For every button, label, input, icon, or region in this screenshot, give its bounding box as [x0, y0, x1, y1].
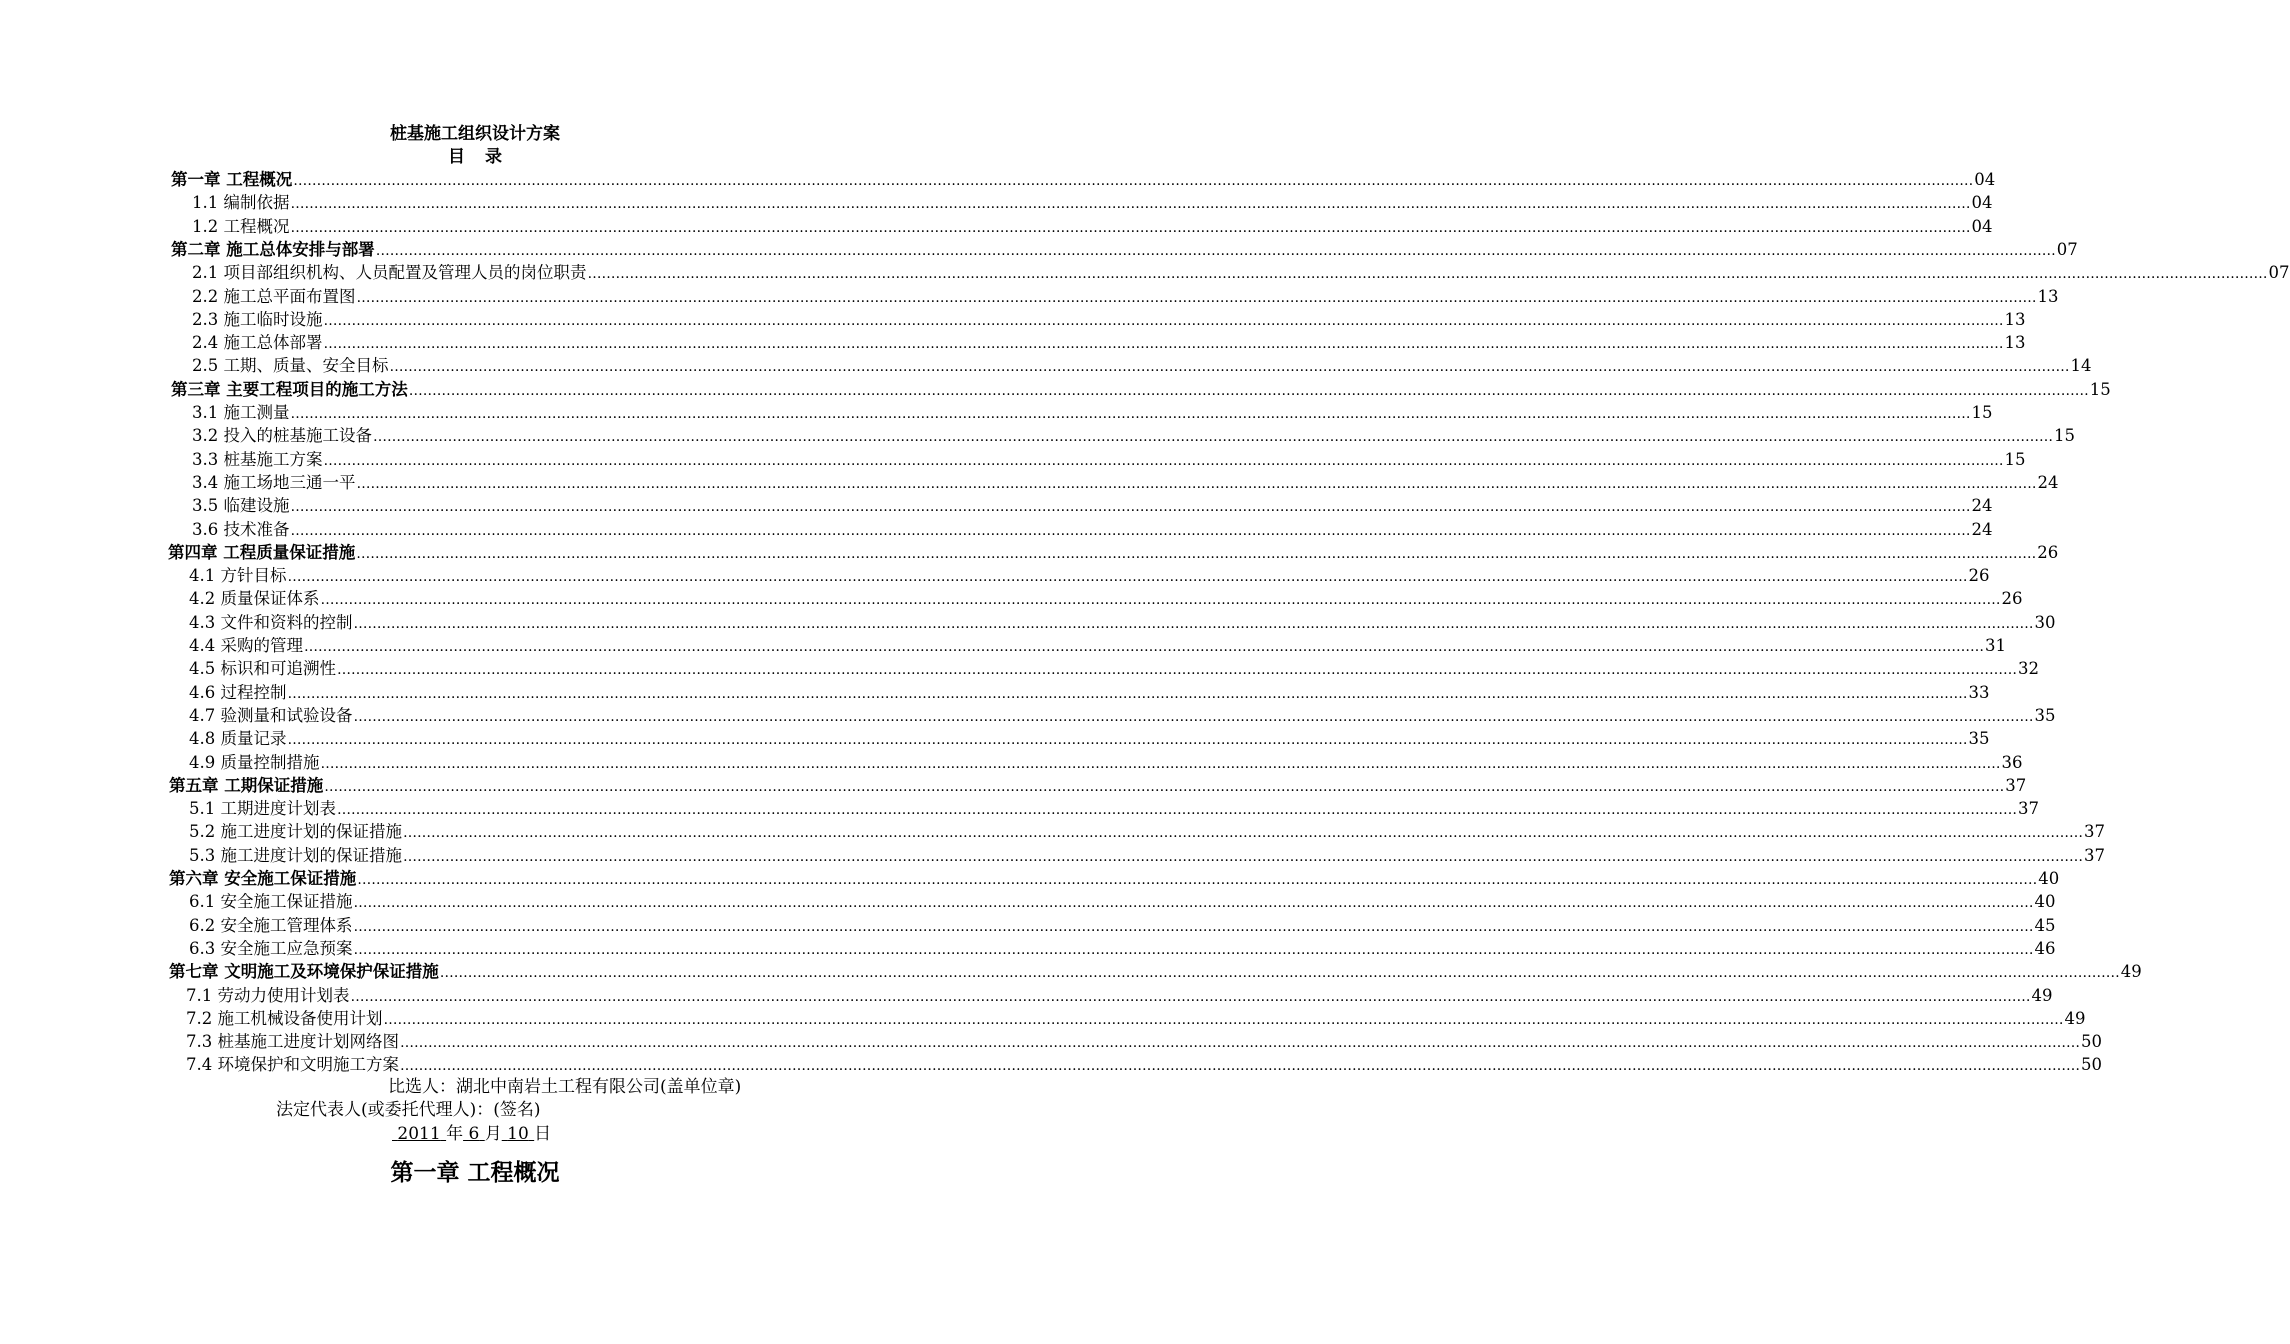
toc-chapter-row	[169, 867, 2060, 890]
toc-dot-leader: ………………………………………………………………………………………………………………………………………………………………………………………………………………………………………………………………………………………………………………………………	[290, 196, 1971, 213]
toc-entry-label: 3.2 投入的桩基施工设备	[192, 426, 372, 446]
toc-page-number: 37	[2005, 775, 2027, 795]
toc-section-row	[192, 308, 2026, 331]
toc-page-number: 04	[1974, 170, 1996, 189]
date-month: 6	[468, 1124, 480, 1144]
toc-entry-label: 3.1 施工测量	[192, 403, 290, 422]
toc-dot-leader: ………………………………………………………………………………………………………………………………………………………………………………………………………………………………………………………………………………………………………………………………	[323, 336, 2004, 353]
toc-entry-label: 6.1 安全施工保证措施	[189, 892, 353, 912]
toc-entry-label: 第三章 主要工程项目的施工方法	[171, 379, 408, 399]
toc-page-number: 24	[1971, 519, 1993, 539]
toc-page-number: 49	[2064, 1008, 2086, 1028]
toc-entry-label: 第七章 文明施工及环境保护保证措施	[169, 962, 439, 982]
toc-entry-label: 3.6 技术准备	[192, 519, 290, 539]
toc-dot-leader: ………………………………………………………………………………………………………………………………………………………………………………………………………………………………………………………………………………………………………………………………	[403, 825, 2083, 842]
toc-dot-leader: ………………………………………………………………………………………………………………………………………………………………………………………………………………………………………………………………………………………………………………………………	[353, 708, 2034, 725]
toc-heading	[0, 145, 950, 169]
toc-page-number: 07	[2056, 239, 2078, 259]
toc-entry-label: 4.6 过程控制	[189, 682, 287, 702]
toc-dot-leader: ………………………………………………………………………………………………………………………………………………………………………………………………………………………………………………………………………………………………………………………………	[357, 872, 2038, 888]
toc-dot-leader: ………………………………………………………………………………………………………………………………………………………………………………………………………………………………………………………………………………………………………………………………	[293, 173, 1974, 189]
toc-page-number: 33	[1968, 682, 1990, 702]
toc-dot-leader: ………………………………………………………………………………………………………………………………………………………………………………………………………………………………………………………………………………………………………………………………	[383, 1011, 2064, 1028]
toc-page-number: 50	[2081, 1055, 2102, 1075]
bidder-line: 比选人：湖北中南岩土工程有限公司(盖单位章)	[388, 1077, 742, 1097]
date-day-unit: 日	[534, 1124, 552, 1144]
toc-dot-leader: ………………………………………………………………………………………………………………………………………………………………………………………………………………………………………………………………………………………………………………………………	[324, 778, 2005, 795]
toc-entry-label: 4.9 质量控制措施	[189, 752, 320, 772]
toc-section-row	[192, 448, 2026, 471]
toc-dot-leader: ………………………………………………………………………………………………………………………………………………………………………………………………………………………………………………………………………………………………………………………………	[356, 545, 2037, 562]
toc-chapter-row	[171, 168, 1996, 191]
toc-section-row	[189, 797, 2039, 820]
toc-dot-leader: ………………………………………………………………………………………………………………………………………………………………………………………………………………………………………………………………………………………………………………………………	[350, 988, 2031, 1005]
toc-entry-label: 7.2 施工机械设备使用计划	[186, 1008, 383, 1028]
toc-page-number: 35	[2034, 705, 2056, 725]
toc-entry-label: 4.7 验测量和试验设备	[189, 705, 353, 725]
toc-page-number: 13	[2037, 286, 2059, 306]
toc-section-row	[189, 704, 2056, 727]
toc-chapter-row	[169, 774, 2027, 797]
toc-section-row	[192, 261, 2290, 284]
toc-section-row	[189, 844, 2105, 867]
toc-page-number: 50	[2081, 1032, 2102, 1052]
toc-entry-label: 5.1 工期进度计划表	[189, 799, 336, 819]
toc-dot-leader: ………………………………………………………………………………………………………………………………………………………………………………………………………………………………………………………………………………………………………………………………	[290, 219, 1971, 236]
toc-entry-label: 4.3 文件和资料的控制	[189, 612, 353, 632]
toc-page-number: 35	[1968, 729, 1990, 749]
toc-dot-leader: ………………………………………………………………………………………………………………………………………………………………………………………………………………………………………………………………………………………………………………………………	[408, 382, 2089, 399]
toc-section-row	[189, 914, 2056, 937]
toc-page-number: 15	[2089, 379, 2111, 399]
toc-dot-leader: ………………………………………………………………………………………………………………………………………………………………………………………………………………………………………………………………………………………………………………………………	[353, 615, 2034, 632]
toc-page-number: 04	[1971, 193, 1993, 213]
toc-page-number: 04	[1971, 216, 1993, 236]
toc-page-number: 37	[2084, 822, 2105, 842]
toc-dot-leader: ………………………………………………………………………………………………………………………………………………………………………………………………………………………………………………………………………………………………………………………………	[290, 499, 1971, 516]
toc-dot-leader: ………………………………………………………………………………………………………………………………………………………………………………………………………………………………………………………………………………………………………………………………	[356, 289, 2037, 306]
toc-entry-label: 1.1 编制依据	[192, 193, 290, 213]
toc-page-number: 30	[2034, 612, 2056, 632]
toc-entry-label: 4.2 质量保证体系	[189, 589, 320, 609]
legal-representative-line: 法定代表人(或委托代理人)：(签名)	[276, 1100, 541, 1120]
toc-section-row	[192, 354, 2092, 377]
toc-dot-leader: ………………………………………………………………………………………………………………………………………………………………………………………………………………………………………………………………………………………………………………………………	[353, 941, 2034, 958]
toc-dot-leader: ………………………………………………………………………………………………………………………………………………………………………………………………………………………………………………………………………………………………………………………………	[290, 522, 1971, 539]
toc-entry-label: 7.1 劳动力使用计划表	[186, 985, 350, 1005]
toc-chapter-row	[168, 541, 2059, 564]
toc-section-row	[189, 564, 1990, 587]
toc-dot-leader: ………………………………………………………………………………………………………………………………………………………………………………………………………………………………………………………………………………………………………………………………	[290, 406, 1971, 422]
toc-entry-label: 5.2 施工进度计划的保证措施	[189, 822, 402, 842]
toc-section-row	[192, 285, 2059, 308]
toc-section-row	[189, 634, 2006, 657]
toc-entry-label: 第五章 工期保证措施	[169, 775, 324, 795]
toc-chapter-row	[169, 960, 2142, 983]
toc-section-row	[186, 1053, 2102, 1076]
date-line	[392, 1122, 551, 1146]
toc-dot-leader: ………………………………………………………………………………………………………………………………………………………………………………………………………………………………………………………………………………………………………………………………	[337, 662, 2017, 679]
toc-page-number: 26	[1968, 566, 1990, 586]
toc-entry-label: 2.5 工期、质量、安全目标	[192, 356, 389, 376]
toc-chapter-row	[171, 238, 2078, 261]
toc-section-row	[189, 751, 2023, 774]
toc-section-row	[189, 820, 2105, 843]
toc-dot-leader: ………………………………………………………………………………………………………………………………………………………………………………………………………………………………………………………………………………………………………………………………	[400, 1035, 2080, 1052]
toc-section-row	[189, 611, 2056, 634]
toc-dot-leader: ………………………………………………………………………………………………………………………………………………………………………………………………………………………………………………………………………………………………………………………………	[373, 429, 2053, 446]
toc-page-number: 31	[1985, 636, 2006, 655]
toc-page-number: 46	[2034, 938, 2056, 958]
toc-page-number: 15	[2054, 426, 2075, 446]
toc-entry-label: 3.3 桩基施工方案	[192, 449, 323, 469]
chapter-one-title: 第一章 工程概况	[390, 1159, 560, 1186]
toc-page-number: 32	[2018, 659, 2039, 679]
toc-dot-leader: ………………………………………………………………………………………………………………………………………………………………………………………………………………………………………………………………………………………………………………………………	[403, 848, 2083, 865]
toc-dot-leader: ………………………………………………………………………………………………………………………………………………………………………………………………………………………………………………………………………………………………………………………………	[587, 266, 2268, 283]
toc-page-number: 24	[1971, 496, 1993, 516]
toc-dot-leader: ………………………………………………………………………………………………………………………………………………………………………………………………………………………………………………………………………………………………………………………………	[353, 895, 2034, 912]
toc-section-row	[186, 1030, 2102, 1053]
toc-dot-leader: ………………………………………………………………………………………………………………………………………………………………………………………………………………………………………………………………………………………………………………………………	[287, 569, 1968, 586]
toc-section-row	[192, 331, 2026, 354]
toc-page-number: 26	[2037, 542, 2059, 562]
toc-heading-char-2: 录	[485, 147, 502, 167]
toc-dot-leader: ………………………………………………………………………………………………………………………………………………………………………………………………………………………………………………………………………………………………………………………………	[439, 965, 2120, 982]
toc-dot-leader: ………………………………………………………………………………………………………………………………………………………………………………………………………………………………………………………………………………………………………………………………	[389, 359, 2070, 376]
toc-page-number: 36	[2001, 752, 2023, 772]
toc-dot-leader: ………………………………………………………………………………………………………………………………………………………………………………………………………………………………………………………………………………………………………………………………	[323, 312, 2004, 329]
toc-entry-label: 6.3 安全施工应急预案	[189, 938, 353, 958]
toc-entry-label: 2.1 项目部组织机构、人员配置及管理人员的岗位职责	[192, 263, 587, 283]
toc-entry-label: 第六章 安全施工保证措施	[169, 869, 357, 888]
toc-section-row	[189, 681, 1990, 704]
toc-entry-label: 2.4 施工总体部署	[192, 333, 323, 353]
toc-entry-label: 2.3 施工临时设施	[192, 309, 323, 329]
toc-entry-label: 第四章 工程质量保证措施	[168, 542, 356, 562]
toc-section-row	[192, 401, 1993, 424]
toc-section-row	[192, 494, 1993, 517]
toc-entry-label: 4.1 方针目标	[189, 566, 287, 586]
toc-dot-leader: ………………………………………………………………………………………………………………………………………………………………………………………………………………………………………………………………………………………………………………………………	[337, 802, 2017, 819]
toc-section-row	[189, 657, 2039, 680]
toc-entry-label: 3.4 施工场地三通一平	[192, 472, 356, 492]
toc-page-number: 14	[2070, 356, 2092, 376]
toc-dot-leader: ………………………………………………………………………………………………………………………………………………………………………………………………………………………………………………………………………………………………………………………………	[323, 452, 2004, 469]
date-day: 10	[507, 1124, 529, 1144]
toc-page-number: 45	[2034, 915, 2056, 935]
toc-section-row	[192, 424, 2075, 447]
toc-page-number: 13	[2004, 309, 2026, 329]
toc-entry-label: 7.4 环境保护和文明施工方案	[186, 1055, 399, 1075]
toc-dot-leader: ………………………………………………………………………………………………………………………………………………………………………………………………………………………………………………………………………………………………………………………………	[353, 918, 2034, 935]
toc-entry-label: 4.4 采购的管理	[189, 636, 303, 655]
toc-entry-label: 第一章 工程概况	[171, 170, 293, 189]
toc-page-number: 37	[2018, 799, 2039, 819]
toc-entry-label: 6.2 安全施工管理体系	[189, 915, 353, 935]
toc-entry-label: 7.3 桩基施工进度计划网络图	[186, 1032, 399, 1052]
date-year-unit: 年	[446, 1124, 464, 1144]
toc-section-row	[192, 518, 1993, 541]
toc-page-number: 07	[2268, 263, 2290, 283]
toc-dot-leader: ………………………………………………………………………………………………………………………………………………………………………………………………………………………………………………………………………………………………………………………………	[287, 685, 1968, 702]
toc-page-number: 49	[2031, 985, 2053, 1005]
toc-entry-label: 4.5 标识和可追溯性	[189, 659, 336, 679]
toc-dot-leader: ………………………………………………………………………………………………………………………………………………………………………………………………………………………………………………………………………………………………………………………………	[375, 242, 2056, 259]
toc-page-number: 49	[2120, 962, 2142, 982]
toc-section-row	[189, 587, 2023, 610]
toc-section-row	[186, 984, 2053, 1007]
toc-entry-label: 第二章 施工总体安排与部署	[171, 239, 375, 259]
toc-entry-label: 1.2 工程概况	[192, 216, 290, 236]
toc-entry-label: 3.5 临建设施	[192, 496, 290, 516]
date-month-unit: 月	[484, 1124, 502, 1144]
toc-section-row	[186, 1007, 2086, 1030]
toc-page-number: 40	[2038, 869, 2060, 888]
date-year: 2011	[397, 1124, 441, 1144]
toc-page-number: 24	[2037, 472, 2059, 492]
toc-dot-leader: ………………………………………………………………………………………………………………………………………………………………………………………………………………………………………………………………………………………………………………………………	[287, 732, 1968, 749]
toc-section-row	[189, 937, 2056, 960]
toc-heading-char-1: 目	[448, 147, 465, 167]
toc-entry-label: 5.3 施工进度计划的保证措施	[189, 845, 402, 865]
toc-dot-leader: ………………………………………………………………………………………………………………………………………………………………………………………………………………………………………………………………………………………………………………………………	[320, 592, 2001, 609]
toc-entry-label: 4.8 质量记录	[189, 729, 287, 749]
toc-page-number: 15	[1971, 403, 1993, 422]
toc-dot-leader: ………………………………………………………………………………………………………………………………………………………………………………………………………………………………………………………………………………………………………………………………	[304, 639, 1984, 655]
document-title: 桩基施工组织设计方案	[390, 124, 560, 144]
toc-page-number: 15	[2004, 449, 2026, 469]
toc-dot-leader: ………………………………………………………………………………………………………………………………………………………………………………………………………………………………………………………………………………………………………………………………	[400, 1058, 2080, 1075]
toc-section-row	[192, 215, 1993, 238]
toc-section-row	[189, 727, 1990, 750]
toc-page-number: 13	[2004, 333, 2026, 353]
toc-chapter-row	[171, 378, 2111, 401]
toc-section-row	[192, 191, 1993, 214]
toc-entry-label: 2.2 施工总平面布置图	[192, 286, 356, 306]
toc-page-number: 40	[2034, 892, 2056, 912]
toc-dot-leader: ………………………………………………………………………………………………………………………………………………………………………………………………………………………………………………………………………………………………………………………………	[356, 475, 2037, 492]
toc-section-row	[192, 471, 2059, 494]
toc-section-row	[189, 890, 2056, 913]
toc-dot-leader: ………………………………………………………………………………………………………………………………………………………………………………………………………………………………………………………………………………………………………………………………	[320, 755, 2001, 772]
toc-page-number: 37	[2084, 845, 2105, 865]
toc-page-number: 26	[2001, 589, 2023, 609]
